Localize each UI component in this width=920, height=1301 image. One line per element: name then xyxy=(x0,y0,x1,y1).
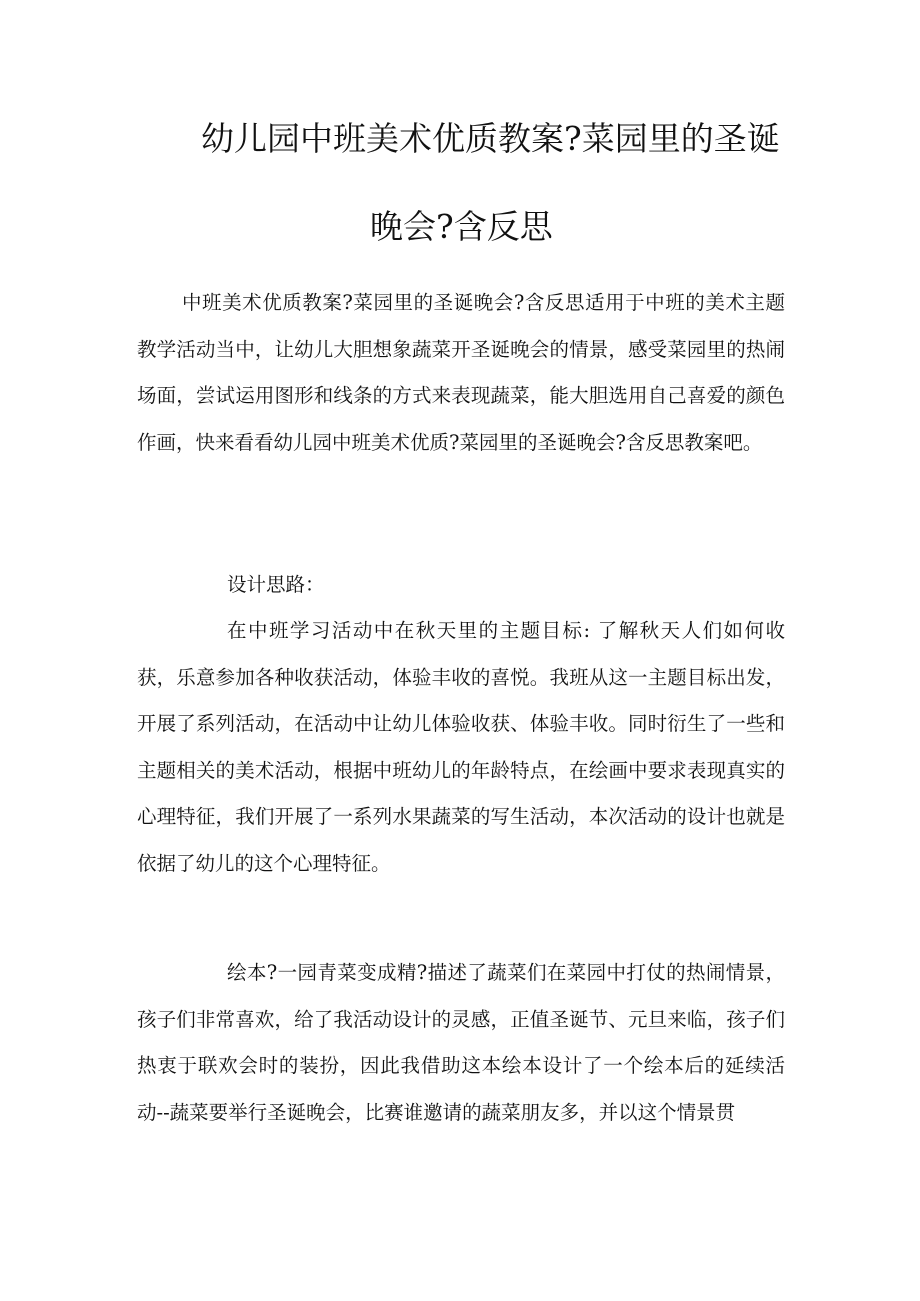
document-title-line-1: 幼儿园中班美术优质教案?菜园里的圣诞 xyxy=(201,119,780,158)
design-paragraph-2: 绘本?一园青菜变成精?描述了蔬菜们在菜园中打仗的热闹情景，孩子们非常喜欢，给了我活动设计的灵感，正值圣诞节、元旦来临，孩子们热衷于联欢会时的装扮，因此我借助这本绘本设计了一个绘本后的延续活动--蔬菜要举行圣诞晚会，比赛谁邀请的蔬菜朋友多，并以这个情景贯 xyxy=(137,961,785,1124)
design-paragraph-1: 在中班学习活动中在秋天里的主题目标: 了解秋天人们如何收获，乐意参加各种收获活动，体验丰收的喜悦。我班从这一主题目标出发，开展了系列活动，在活动中让幼儿体验收获、体验丰收。同时衍生了一些和主题相关的美术活动，根据中班幼儿的年龄特点，在绘画中要求表现真实的心理特征，我们开展了一系列水果蔬菜的写生活动，本次活动的设计也就是依据了幼儿的这个心理特征。 xyxy=(137,619,785,875)
section-heading: 设计思路： xyxy=(227,573,325,596)
intro-paragraph: 中班美术优质教案?菜园里的圣诞晚会?含反思适用于中班的美术主题教学活动当中，让幼儿大胆想象蔬菜开圣诞晚会的情景，感受菜园里的热闹场面，尝试运用图形和线条的方式来表现蔬菜，能大胆选用自己喜爱的颜色作画，快来看看幼儿园中班美术优质?菜园里的圣诞晚会?含反思教案吧。 xyxy=(137,291,785,454)
document-title-line-2: 晚会?含反思 xyxy=(370,207,553,246)
